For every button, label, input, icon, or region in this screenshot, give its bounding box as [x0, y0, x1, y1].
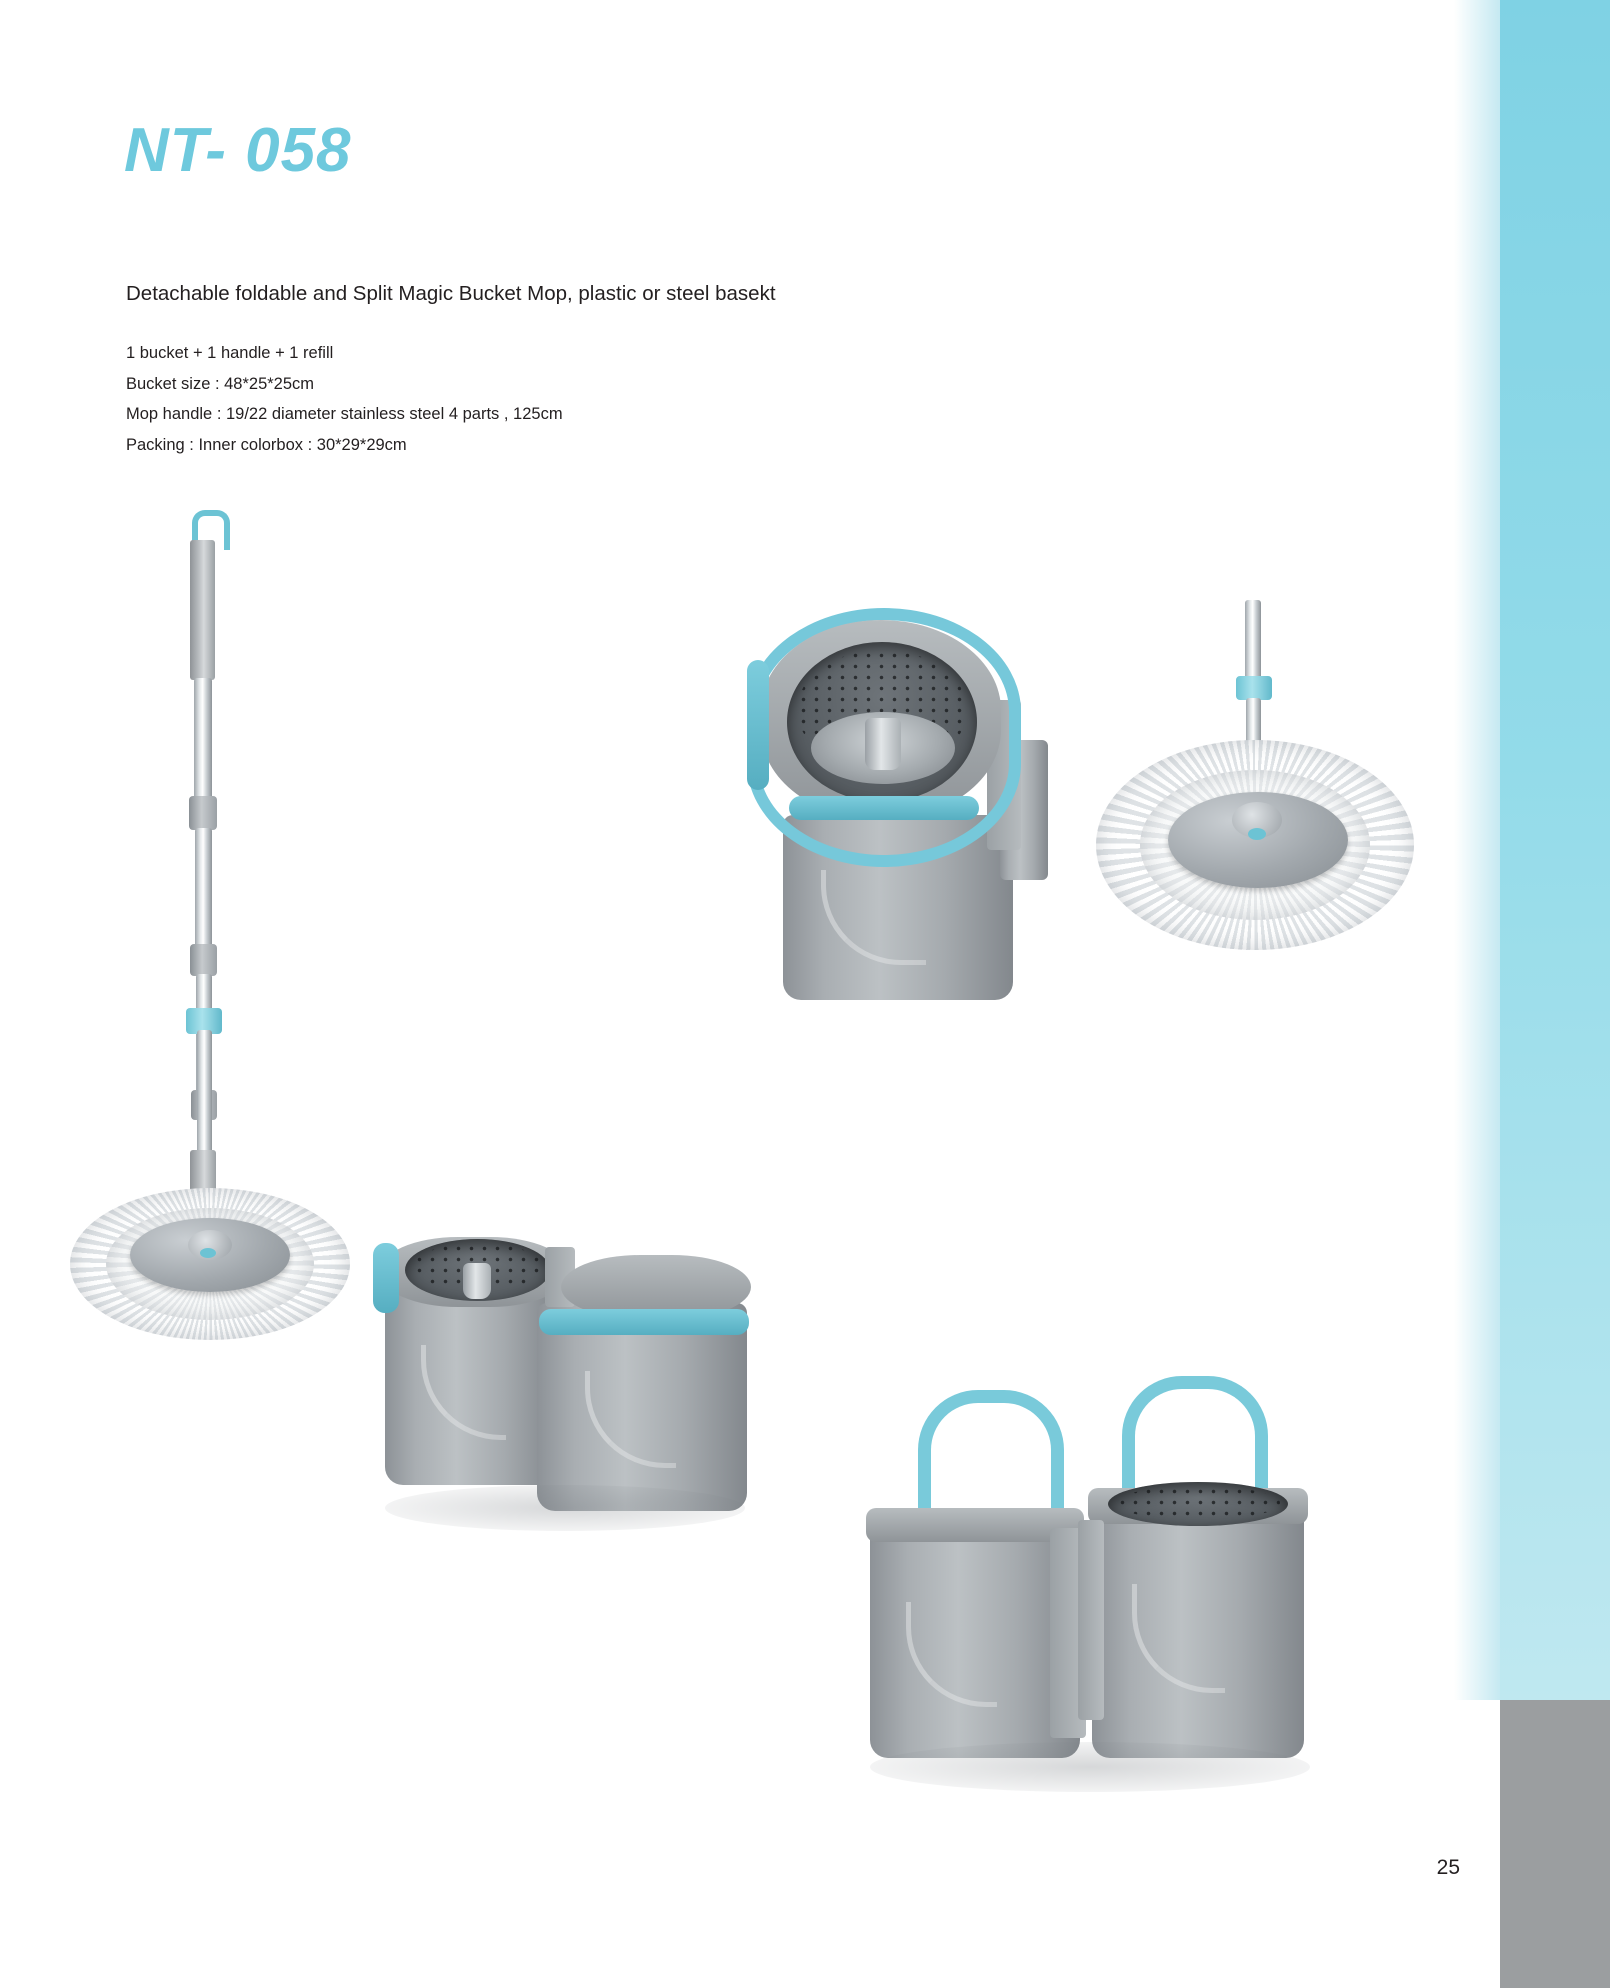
page-title: NT- 058	[124, 116, 352, 185]
bucket-left-carry-handle	[918, 1390, 1064, 1523]
spec-list	[126, 338, 563, 460]
figure-shadow	[385, 1485, 745, 1531]
figure-mop-assembly-with-handle	[60, 510, 400, 1660]
page-number: 25	[1436, 1856, 1460, 1879]
mop-pole-segment	[194, 678, 212, 800]
bucket-teal-front-lip	[539, 1309, 749, 1335]
bucket-teal-left-rim-lip	[373, 1243, 399, 1313]
spec-line: Mop handle : 19/22 diameter stainless steel 4 parts , 125cm	[126, 405, 563, 423]
spec-line: Packing : Inner colorbox : 30*29*29cm	[126, 435, 407, 454]
figure-double-bucket-with-basket	[365, 1185, 845, 1575]
spin-drive-cone	[463, 1263, 491, 1299]
spec-line: 1 bucket + 1 handle + 1 refill	[126, 344, 334, 362]
edge-bar-gray	[1500, 1700, 1610, 1988]
mop-head	[60, 1160, 360, 1360]
mop-pole-lower	[197, 1030, 212, 1170]
mop-head	[1090, 720, 1420, 960]
mop-disc-teal-dot	[200, 1248, 216, 1258]
figure-shadow	[870, 1742, 1310, 1792]
mop-handle-grip	[190, 540, 215, 680]
spin-drive-cone	[865, 718, 901, 770]
figure-split-buckets-with-handles	[850, 1370, 1410, 1820]
bucket-right-hinge	[1078, 1520, 1104, 1720]
figure-mop-head-closeup	[1090, 600, 1420, 1040]
mop-pole-segment	[195, 828, 212, 948]
edge-gradient-decoration	[1454, 0, 1500, 1700]
mop-disc-teal-dot	[1248, 828, 1266, 840]
mop-pole-segment	[1245, 600, 1261, 680]
figure-spin-bucket-open-with-basket	[725, 600, 1105, 1030]
bucket-teal-front-lip	[789, 796, 979, 820]
product-description: Detachable foldable and Split Magic Bucket Mop, plastic or steel basekt	[126, 282, 776, 305]
spec-line: Bucket size : 48*25*25cm	[126, 374, 315, 393]
mop-pole-collar	[189, 796, 217, 830]
bucket-teal-left-grip	[747, 660, 769, 790]
mop-teal-collar	[1236, 676, 1272, 700]
spin-basket-perforations	[1116, 1486, 1280, 1520]
mop-pole-collar	[190, 944, 217, 976]
edge-bar-cyan	[1500, 0, 1610, 1700]
